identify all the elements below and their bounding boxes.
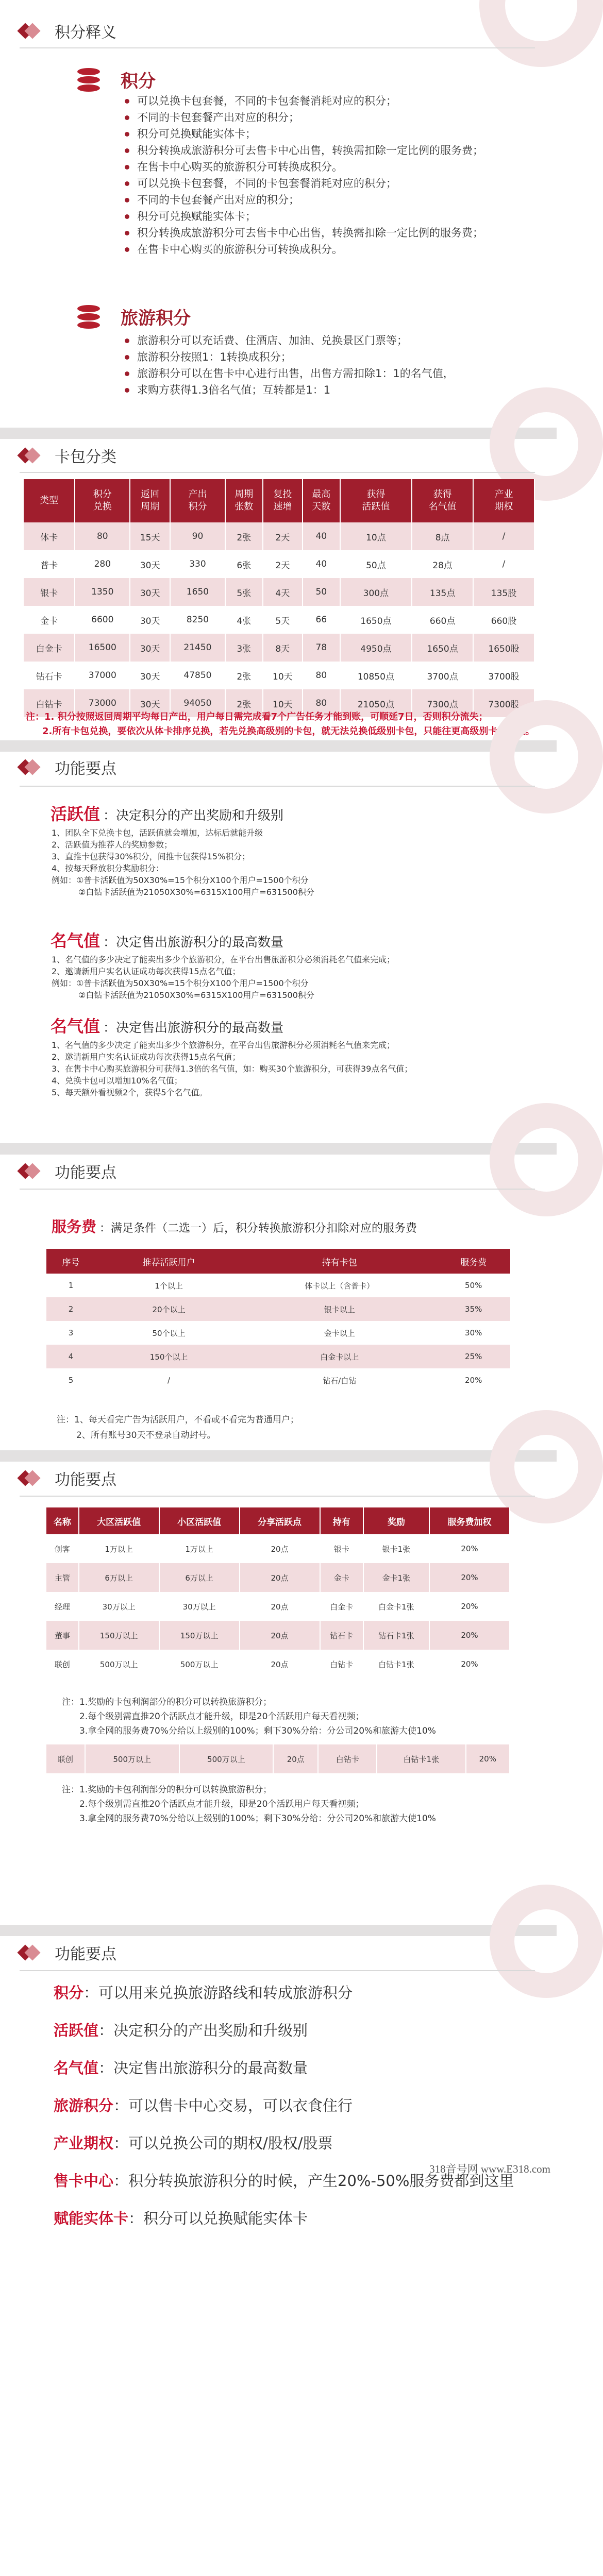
table-cell: 2张 <box>225 689 263 717</box>
points-title: 积分 <box>121 71 156 92</box>
table-cell: 30天 <box>130 606 170 634</box>
section-features-summary <box>0 1936 557 2227</box>
table-cell: 7300股 <box>473 689 534 717</box>
diamond-icon <box>20 1944 43 1961</box>
table-cell: 4950点 <box>340 634 412 662</box>
list-item: 积分可兑换赋能实体卡； <box>122 126 544 142</box>
line: 1、名气值的多少决定了能卖出多少个旅游积分，在平台出售旅游积分必须消耗名气值来完成； <box>52 955 395 964</box>
table-cell: 20% <box>429 1650 510 1679</box>
table-cell: 15天 <box>130 522 170 550</box>
table-cell: 10天 <box>263 689 303 717</box>
table-cell: 90 <box>170 522 225 550</box>
service-fee-heading <box>52 1215 417 1236</box>
table-cell: 20% <box>466 1744 510 1773</box>
table-cell: 董事 <box>46 1621 79 1650</box>
table-cell: 1万以上 <box>159 1534 240 1563</box>
list-item: 不同的卡包套餐产出对应的积分； <box>122 192 544 208</box>
column-header: 产出 积分 <box>170 479 225 522</box>
section-header <box>20 1156 116 1187</box>
line: 4、按每天释放积分奖励积分： <box>52 863 164 873</box>
table-cell: 30天 <box>130 550 170 578</box>
travel-points-list <box>122 332 544 398</box>
table-cell: 8天 <box>263 634 303 662</box>
table-cell: 20% <box>429 1534 510 1563</box>
table-cell: 47850 <box>170 662 225 689</box>
table-cell: 20% <box>429 1621 510 1650</box>
table-cell: 6张 <box>225 550 263 578</box>
table-cell: 1650点 <box>412 634 473 662</box>
table-cell: 80 <box>303 662 340 689</box>
table-cell: 银卡1张 <box>363 1534 429 1563</box>
table-cell: 10850点 <box>340 662 412 689</box>
column-header: 周期 张数 <box>225 479 263 522</box>
decor-circle <box>490 1410 603 1523</box>
table-cell: 金卡 <box>320 1563 363 1592</box>
note-line: 注：1. 积分按照返回周期平均每日产出，用户每日需完成看7个广告任务才能到账，可顺延7日，否则积分流失； <box>26 711 488 722</box>
table-cell: 8250 <box>170 606 225 634</box>
table-cell: 330 <box>170 550 225 578</box>
table-cell: 3 <box>46 1321 95 1345</box>
table-cell: 1650股 <box>473 634 534 662</box>
decor-circle <box>479 0 603 67</box>
column-header: 小区活跃值 <box>159 1507 240 1534</box>
table-cell: 4 <box>46 1345 95 1368</box>
table-cell: 20点 <box>240 1534 320 1563</box>
table-cell: 2 <box>46 1297 95 1321</box>
table-cell: 白金卡 <box>24 634 75 662</box>
list-item: 积分可兑换赋能实体卡； <box>122 208 544 225</box>
table-cell: 150万以上 <box>79 1621 159 1650</box>
table-cell: 钻石卡 <box>24 662 75 689</box>
table-cell: 钻石卡1张 <box>363 1621 429 1650</box>
table-row <box>24 662 534 689</box>
column-header: 分享活跃点 <box>240 1507 320 1534</box>
line: 3、直推卡包获得30%积分，间推卡包获得15%积分； <box>52 852 250 861</box>
table-row <box>24 522 534 550</box>
feature-item <box>54 1974 543 2012</box>
note-line: 2.每个级别需直推20个活跃点才能升级，即是20个活跃用户每天看视频； <box>79 1799 364 1809</box>
table-cell: 1650点 <box>340 606 412 634</box>
table-cell: 20点 <box>240 1563 320 1592</box>
table-cell: 40 <box>303 522 340 550</box>
coin-stack-icon <box>73 64 104 97</box>
term: 产业期权 <box>54 2134 114 2152</box>
section-separator <box>0 1925 557 1936</box>
table-cell: 3700点 <box>412 662 473 689</box>
table-cell: 21450 <box>170 634 225 662</box>
table-cell: 金卡1张 <box>363 1563 429 1592</box>
table-cell: 80 <box>303 689 340 717</box>
table-cell: 660点 <box>412 606 473 634</box>
diamond-icon <box>20 22 43 40</box>
section-features-1 <box>0 752 557 1143</box>
table-cell: 6600 <box>75 606 130 634</box>
watermark: 318音号网 www.E318.com <box>429 2163 550 2175</box>
table-cell: 1650 <box>170 578 225 606</box>
section-title: 功能要点 <box>55 1945 116 1963</box>
fame-value-lines <box>52 1039 531 1098</box>
table-cell: 135股 <box>473 578 534 606</box>
section-separator <box>0 428 557 439</box>
divider <box>20 1496 535 1497</box>
table-cell: 40 <box>303 550 340 578</box>
table-cell: 1350 <box>75 578 130 606</box>
table-cell: 钻石卡 <box>320 1621 363 1650</box>
table-row <box>46 1563 510 1592</box>
table-cell: 80 <box>75 522 130 550</box>
list-item: 不同的卡包套餐产出对应的积分； <box>122 109 544 126</box>
section-title: 功能要点 <box>55 760 116 778</box>
travel-points-title: 旅游积分 <box>121 308 191 329</box>
reward-table <box>46 1507 510 1679</box>
table-cell: 金卡 <box>24 606 75 634</box>
table-cell: 联创 <box>46 1744 85 1773</box>
table-cell: 5天 <box>263 606 303 634</box>
table-cell: 20% <box>437 1368 510 1392</box>
column-header: 大区活跃值 <box>79 1507 159 1534</box>
table-cell: / <box>473 550 534 578</box>
divider <box>20 472 535 473</box>
table-cell: 30万以上 <box>159 1592 240 1621</box>
list-item: 旅游积分可以在售卡中心进行出售，出售方需扣除1：1的名气值， <box>122 365 544 382</box>
service-fee-notes <box>57 1412 299 1443</box>
column-header: 持有 <box>320 1507 363 1534</box>
table-row <box>24 606 534 634</box>
section-separator <box>0 740 557 752</box>
table-cell: 联创 <box>46 1650 79 1679</box>
service-fee-table <box>46 1249 510 1392</box>
list-item: 在售卡中心购买的旅游积分可转换成积分。 <box>122 159 544 175</box>
table-cell: 500万以上 <box>159 1650 240 1679</box>
table-row <box>46 1744 510 1773</box>
table-row <box>24 578 534 606</box>
table-cell: 50个以上 <box>95 1321 242 1345</box>
table-cell: 78 <box>303 634 340 662</box>
term: 名气值 <box>51 931 100 951</box>
term-desc: ：决定售出旅游积分的最高数量 <box>103 1020 284 1035</box>
term-desc: ：可以用来兑换旅游路线和转成旅游积分 <box>83 1984 353 2002</box>
table-cell: 4天 <box>263 578 303 606</box>
note-line: 2.所有卡包兑换，要依次从体卡排序兑换，若先兑换高级别的卡包，就无法兑换低级别卡包，只能往更高级别卡包兑换。 <box>42 726 535 737</box>
column-header: 积分 兑换 <box>75 479 130 522</box>
table-cell: 30天 <box>130 578 170 606</box>
table-cell: 50 <box>303 578 340 606</box>
section-separator <box>0 1143 557 1155</box>
section-header <box>20 15 116 46</box>
divider <box>20 1189 535 1190</box>
term-desc: ：满足条件（二选一）后，积分转换旅游积分扣除对应的服务费 <box>99 1222 417 1235</box>
table-row <box>46 1345 510 1368</box>
feature-item <box>54 2087 543 2125</box>
section-points-definition <box>0 0 557 428</box>
table-cell: 50点 <box>340 550 412 578</box>
table-cell: 20个以上 <box>95 1297 242 1321</box>
table-row <box>24 634 534 662</box>
column-header: 服务费 <box>437 1249 510 1274</box>
table-cell: 500万以上 <box>85 1744 179 1773</box>
table-cell: 7300点 <box>412 689 473 717</box>
decor-circle <box>490 700 603 814</box>
section-title: 功能要点 <box>55 1164 116 1182</box>
table-cell: 白钻卡1张 <box>363 1650 429 1679</box>
term-desc: ：可以售卡中心交易，可以衣食住行 <box>113 2097 353 2114</box>
term-desc: ：决定售出旅游积分的最高数量 <box>103 935 284 950</box>
term: 活跃值 <box>51 804 100 824</box>
term-desc: ：决定售出旅游积分的最高数量 <box>98 2059 308 2077</box>
table-cell: 体卡 <box>24 522 75 550</box>
table-cell: 3张 <box>225 634 263 662</box>
section-header <box>20 1937 116 1968</box>
points-list <box>122 93 544 258</box>
table-cell: 2天 <box>263 522 303 550</box>
section-separator <box>0 1450 557 1462</box>
feature-item <box>54 2125 543 2162</box>
active-value-heading <box>51 801 283 825</box>
table-cell: 20% <box>429 1592 510 1621</box>
table-row <box>46 1650 510 1679</box>
table-cell: 16500 <box>75 634 130 662</box>
table-cell: 6万以上 <box>159 1563 240 1592</box>
table-cell: 30天 <box>130 662 170 689</box>
table-cell: 50% <box>437 1274 510 1297</box>
term-desc: ：可以兑换公司的期权/股权/股票 <box>113 2134 333 2152</box>
term: 旅游积分 <box>54 2097 114 2114</box>
table-cell: 白钻卡1张 <box>377 1744 466 1773</box>
term: 积分 <box>54 1984 84 2002</box>
diamond-icon <box>20 447 43 464</box>
table-row <box>46 1621 510 1650</box>
note-line: 注：1、每天看完广告为活跃用户，不看或不看完为普通用户； <box>57 1415 299 1425</box>
table-row <box>46 1297 510 1321</box>
line: 1、名气值的多少决定了能卖出多少个旅游积分，在平台出售旅游积分必须消耗名气值来完成； <box>52 1040 395 1050</box>
table-row <box>46 1592 510 1621</box>
table-cell: 主管 <box>46 1563 79 1592</box>
column-header: 产业 期权 <box>473 479 534 522</box>
column-header: 返回 周期 <box>130 479 170 522</box>
table-cell: 500万以上 <box>179 1744 274 1773</box>
table-cell: 白金卡以上 <box>242 1345 437 1368</box>
table-cell: 1 <box>46 1274 95 1297</box>
list-item: 在售卡中心购买的旅游积分可转换成积分。 <box>122 241 544 258</box>
feature-item <box>54 2200 543 2238</box>
reward-table-extra <box>46 1744 510 1773</box>
list-item: 积分转换成旅游积分可去售卡中心出售，转换需扣除一定比例的服务费； <box>122 142 544 159</box>
section-header <box>20 752 116 783</box>
table-row <box>46 1321 510 1345</box>
decor-circle <box>490 1103 603 1216</box>
term: 活跃值 <box>54 2022 99 2039</box>
line: 2、邀请新用户实名认证成功每次获得15点名气值； <box>52 967 241 976</box>
table-cell: 66 <box>303 606 340 634</box>
table-cell: 20点 <box>240 1650 320 1679</box>
table-cell: 280 <box>75 550 130 578</box>
term: 服务费 <box>52 1218 97 1235</box>
fame-value-heading <box>51 1013 283 1037</box>
table-cell: 10天 <box>263 662 303 689</box>
list-item: 可以兑换卡包套餐，不同的卡包套餐消耗对应的积分； <box>122 175 544 192</box>
column-header: 获得 名气值 <box>412 479 473 522</box>
fame-value-lines <box>52 954 526 1001</box>
table-cell: 73000 <box>75 689 130 717</box>
note-line: 2.每个级别需直推20个活跃点才能升级，即是20个活跃用户每天看视频； <box>79 1711 364 1722</box>
table-cell: 660股 <box>473 606 534 634</box>
note-line: 3.拿全网的服务费70%分给以上级别的100%；剩下30%分给：分公司20%和旅游大使10% <box>79 1726 436 1736</box>
term: 赋能实体卡 <box>54 2210 129 2227</box>
table-cell: 30天 <box>130 689 170 717</box>
table-cell: / <box>473 522 534 550</box>
table-cell: 钻石/白钻 <box>242 1368 437 1392</box>
diamond-icon <box>20 758 43 776</box>
table-cell: 94050 <box>170 689 225 717</box>
diamond-icon <box>20 1162 43 1180</box>
line: 2、活跃值为推荐人的奖励参数； <box>52 840 173 850</box>
column-header: 序号 <box>46 1249 95 1274</box>
term-desc: ：决定积分的产出奖励和升级别 <box>103 808 284 823</box>
note-line: 3.拿全网的服务费70%分给以上级别的100%；剩下30%分给：分公司20%和旅游大使10% <box>79 1814 436 1824</box>
list-item: 旅游积分可以充话费、住酒店、加油、兑换景区门票等； <box>122 332 544 349</box>
line: 例如：①普卡活跃值为50X30%=15个积分X100个用户=1500个积分 <box>52 978 309 988</box>
line: 2、邀请新用户实名认证成功每次获得15点名气值； <box>52 1052 241 1062</box>
divider <box>20 786 535 787</box>
column-header: 持有卡包 <box>242 1249 437 1274</box>
table-row <box>46 1274 510 1297</box>
section-header <box>20 1463 116 1494</box>
term: 名气值 <box>54 2059 99 2077</box>
column-header: 名称 <box>46 1507 79 1534</box>
table-cell: 2张 <box>225 522 263 550</box>
table-cell: 500万以上 <box>79 1650 159 1679</box>
note-line: 2、所有账号30天不登录自动封号。 <box>76 1430 216 1440</box>
column-header: 最高 天数 <box>303 479 340 522</box>
line: 3、在售卡中心购买旅游积分可获得1.3倍的名气值，如：购买30个旅游积分，可获得39点名气值； <box>52 1064 413 1074</box>
column-header: 奖励 <box>363 1507 429 1534</box>
table-cell: 普卡 <box>24 550 75 578</box>
table-cell: 银卡 <box>320 1534 363 1563</box>
table-cell: 21050点 <box>340 689 412 717</box>
table-cell: 28点 <box>412 550 473 578</box>
term: 售卡中心 <box>54 2172 114 2190</box>
line: 5、每天额外看视频2个，获得5个名气值。 <box>52 1088 208 1097</box>
column-header: 复投 速增 <box>263 479 303 522</box>
table-cell: 3700股 <box>473 662 534 689</box>
divider <box>20 47 535 48</box>
term-desc: ：决定积分的产出奖励和升级别 <box>98 2022 308 2039</box>
table-cell: / <box>95 1368 242 1392</box>
table-cell: 20点 <box>240 1592 320 1621</box>
table-row <box>46 1534 510 1563</box>
table-cell: 25% <box>437 1345 510 1368</box>
reward-notes <box>62 1695 505 1738</box>
table-cell: 37000 <box>75 662 130 689</box>
table-cell: 135点 <box>412 578 473 606</box>
column-header: 推荐活跃用户 <box>95 1249 242 1274</box>
table-cell: 体卡以上（含普卡） <box>242 1274 437 1297</box>
card-type-table <box>24 479 535 717</box>
fame-value-heading <box>51 928 283 952</box>
active-value-lines <box>52 827 515 898</box>
table-cell: 5张 <box>225 578 263 606</box>
table-cell: 30天 <box>130 634 170 662</box>
section-header <box>20 440 116 471</box>
section-title: 卡包分类 <box>55 448 116 466</box>
coin-stack-icon <box>73 301 104 334</box>
table-cell: 35% <box>437 1297 510 1321</box>
column-header: 获得 活跃值 <box>340 479 412 522</box>
note-line: 注：1.奖励的卡包利润部分的积分可以转换旅游积分； <box>62 1785 272 1795</box>
table-cell: 白金卡 <box>320 1592 363 1621</box>
term-desc: ：积分可以兑换赋能实体卡 <box>128 2210 308 2227</box>
list-item: 积分转换成旅游积分可去售卡中心出售，转换需扣除一定比例的服务费； <box>122 225 544 241</box>
table-cell: 20% <box>429 1563 510 1592</box>
line: 例如：①普卡活跃值为50X30%=15个积分X100个用户=1500个积分 <box>52 875 309 885</box>
list-item: 求购方获得1.3倍名气值；互转都是1：1 <box>122 382 544 398</box>
section-title: 积分释义 <box>55 24 116 42</box>
list-item: 可以兑换卡包套餐，不同的卡包套餐消耗对应的积分； <box>122 93 544 109</box>
line: ②白钻卡活跃值为21050X30%=6315X100用户=631500积分 <box>78 990 314 1000</box>
table-cell: 1个以上 <box>95 1274 242 1297</box>
feature-item <box>54 2049 543 2087</box>
term: 名气值 <box>51 1016 100 1036</box>
table-cell: 银卡以上 <box>242 1297 437 1321</box>
table-cell: 白钻卡 <box>24 689 75 717</box>
table-cell: 10点 <box>340 522 412 550</box>
table-cell: 金卡以上 <box>242 1321 437 1345</box>
table-cell: 经理 <box>46 1592 79 1621</box>
column-header: 服务费加权 <box>429 1507 510 1534</box>
line: 4、兑换卡包可以增加10%名气值； <box>52 1076 182 1086</box>
column-header: 类型 <box>24 479 75 522</box>
table-cell: 2天 <box>263 550 303 578</box>
line: 1、团队全下兑换卡包，活跃值就会增加，达标后就能升级 <box>52 828 263 838</box>
table-cell: 2张 <box>225 662 263 689</box>
list-item: 旅游积分按照1：1转换成积分； <box>122 349 544 365</box>
divider <box>20 1970 535 1971</box>
table-cell: 白钻卡 <box>318 1744 377 1773</box>
table-cell: 1万以上 <box>79 1534 159 1563</box>
reward-notes <box>62 1783 505 1826</box>
table-cell: 150个以上 <box>95 1345 242 1368</box>
table-cell: 4张 <box>225 606 263 634</box>
table-cell: 30% <box>437 1321 510 1345</box>
feature-list <box>54 1974 543 2238</box>
table-cell: 6万以上 <box>79 1563 159 1592</box>
table-cell: 白钻卡 <box>320 1650 363 1679</box>
line: ②白钻卡活跃值为21050X30%=6315X100用户=631500积分 <box>78 887 314 897</box>
term-desc: ：积分转换旅游积分的时候，产生20%-50%服务费都到这里 <box>113 2172 514 2190</box>
table-cell: 150万以上 <box>159 1621 240 1650</box>
diamond-icon <box>20 1469 43 1487</box>
table-cell: 白金卡1张 <box>363 1592 429 1621</box>
table-cell: 创客 <box>46 1534 79 1563</box>
table-cell: 30万以上 <box>79 1592 159 1621</box>
table-row <box>46 1368 510 1392</box>
table-cell: 5 <box>46 1368 95 1392</box>
table-cell: 20点 <box>273 1744 318 1773</box>
table-cell: 20点 <box>240 1621 320 1650</box>
note-line: 注：1.奖励的卡包利润部分的积分可以转换旅游积分； <box>62 1697 272 1707</box>
table-cell: 8点 <box>412 522 473 550</box>
feature-item <box>54 2012 543 2049</box>
table-row <box>24 550 534 578</box>
table-cell: 300点 <box>340 578 412 606</box>
section-title: 功能要点 <box>55 1471 116 1489</box>
table-cell: 银卡 <box>24 578 75 606</box>
